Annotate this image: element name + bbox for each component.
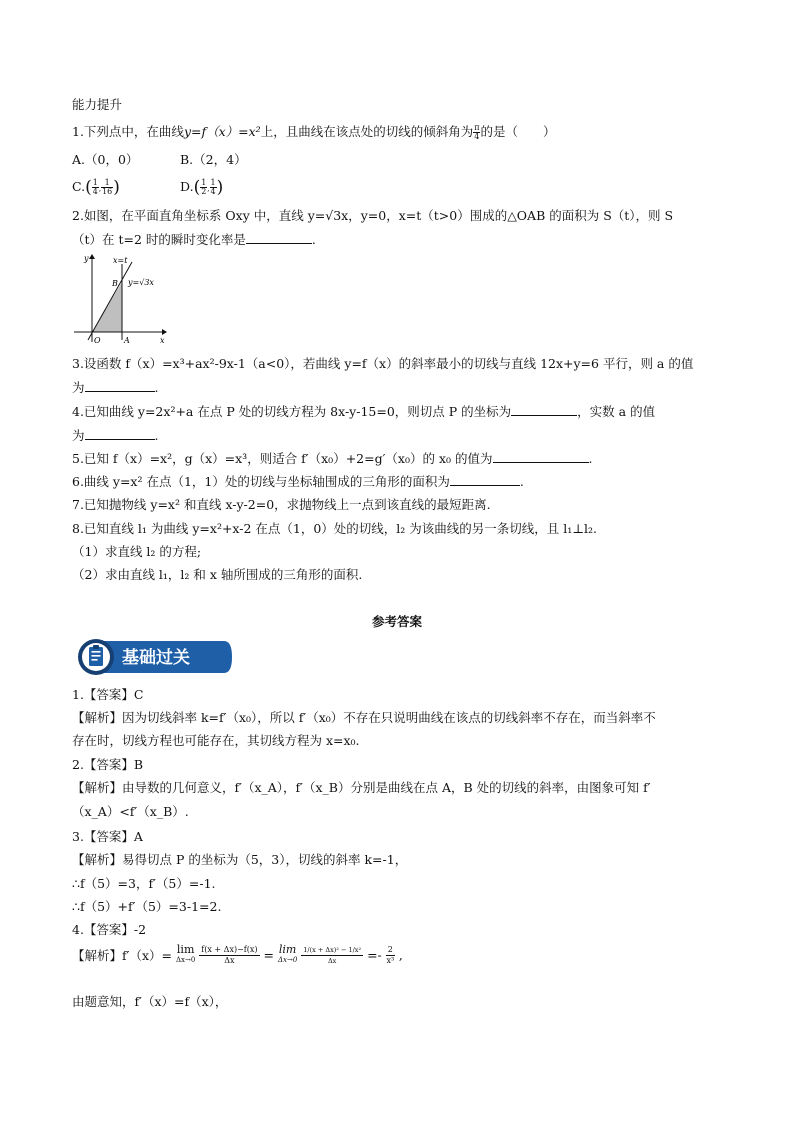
clipboard-icon <box>89 645 103 666</box>
answer-4-formula <box>72 944 403 984</box>
a4-end: , <box>398 947 403 963</box>
a4-equals-1: = <box>263 947 274 963</box>
q6-answer-blank[interactable] <box>450 473 520 486</box>
q1-option-d-label: D. <box>180 179 194 194</box>
answer-2-exp1: 【解析】由导数的几何意义，f′（x_A），f′（x_B）分别是曲线在点 A，B 处的切线的斜率，由图象可知 f′ <box>72 780 651 795</box>
answer-4-exp2: 由题意知，f′（x）=f（x）， <box>72 994 228 1009</box>
question-6 <box>72 473 524 491</box>
q1-option-c: C.( $\frac{1}{4}$ , $\frac{1}{16}$ ) <box>72 177 120 198</box>
answer-1: 1.【答案】C <box>72 687 144 702</box>
question-2-line2 <box>72 231 316 249</box>
answer-1-exp1: 【解析】因为切线斜率 k=f′（x₀），所以 f′（x₀）不存在只说明曲线在该点的切线斜率不存在，而当斜率不 <box>72 710 656 725</box>
q1-option-a: A.（0，0） <box>72 152 139 167</box>
question-8-sub1: （1）求直线 l₂ 的方程; <box>72 544 202 559</box>
answers-title: 参考答案 <box>371 614 422 629</box>
q5-answer-blank[interactable] <box>493 450 589 463</box>
a4-exp-label: 【解析】f′（x）= <box>72 948 172 963</box>
section-heading: 能力提升 <box>72 97 123 112</box>
question-8-stem: 8.已知直线 l₁ 为曲线 y=x²+x-2 在点（1，0）处的切线，l₂ 为该曲线的另一条切线，且 l₁⊥l₂. <box>72 521 598 536</box>
q2-line2-end: . <box>311 232 316 247</box>
question-5 <box>72 450 593 468</box>
question-1-options-row1 <box>72 151 247 169</box>
q2-line2-text: （t）在 t=2 时的瞬时变化率是 <box>72 232 246 247</box>
fig-y-label: y <box>84 254 89 263</box>
q2-answer-blank[interactable] <box>246 231 312 244</box>
answer-3-exp1: 【解析】易得切点 P 的坐标为（5，3），切线的斜率 k=-1， <box>72 852 408 867</box>
answer-3-exp2: ∴f（5）=3，f′（5）=-1. <box>72 876 216 891</box>
q1-option-d-frac1: $\frac{1}{2}$ <box>201 178 207 196</box>
q3-line2-end: . <box>154 380 159 395</box>
fig-xt-label: x=t <box>113 256 128 265</box>
q1-option-d: D.( $\frac{1}{2}$ , $\frac{1}{4}$ ) <box>180 177 224 198</box>
a4-limit-2: lim Δx→0 <box>277 943 298 964</box>
a4-fraction-3: $\frac{2}{\text{x³}}$ <box>386 944 395 965</box>
q3-answer-blank[interactable] <box>85 379 155 392</box>
y-axis-arrow <box>89 254 95 259</box>
q1-option-d-frac2: $\frac{1}{4}$ <box>210 178 216 196</box>
banner-label: 基础过关 <box>122 648 190 668</box>
q1-option-c-label: C. <box>72 179 86 194</box>
a4-limit-1: lim Δx→0 <box>175 943 196 964</box>
question-4-line2 <box>72 427 159 445</box>
question-7: 7.已知抛物线 y=x² 和直线 x-y-2=0，求抛物线上一点到该直线的最短距离. <box>72 497 491 512</box>
answer-3-exp3: ∴f（5）+f′（5）=3-1=2. <box>72 899 222 914</box>
q5-end: . <box>588 451 593 466</box>
answer-2: 2.【答案】B <box>72 757 144 772</box>
q1-stem-d: 的是（ ） <box>480 124 556 139</box>
q4-line2-text: 为 <box>72 428 85 443</box>
answer-1-exp2: 存在时，切线方程也可能存在，其切线方程为 x=x₀. <box>72 733 360 748</box>
q1-option-c-frac2: $\frac{1}{16}$ <box>102 178 113 196</box>
q1-option-b: B.（2，4） <box>180 152 247 167</box>
triangle-figure <box>70 252 170 346</box>
q4-line1-end: ，实数 a 的值 <box>577 404 656 419</box>
fig-A-label: A <box>124 336 130 345</box>
q6-end: . <box>519 474 524 489</box>
fig-O-label: O <box>94 336 101 345</box>
q4-a-blank[interactable] <box>85 427 155 440</box>
q4-line1-text: 4.已知曲线 y=2x²+a 在点 P 处的切线方程为 8x-y-15=0，则切点 P 的坐标为 <box>72 404 512 419</box>
q4-line2-end: . <box>154 428 159 443</box>
question-2-line1: 2.如图，在平面直角坐标系 Oxy 中，直线 y=√3x，y=0，x=t（t>0）围成的△OAB 的面积为 S（t），则 S <box>72 208 674 223</box>
angle-numerator: π <box>474 123 480 132</box>
q4-point-blank[interactable] <box>511 403 577 416</box>
question-4-line1 <box>72 403 655 421</box>
question-1-stem <box>72 123 555 141</box>
section-banner <box>76 637 234 677</box>
answer-3: 3.【答案】A <box>72 829 143 844</box>
q6-text: 6.曲线 y=x² 在点（1，1）处的切线与坐标轴围成的三角形的面积为 <box>72 474 450 489</box>
answer-2-exp2: （x_A）<f′（x_B）. <box>72 804 189 819</box>
fig-line-label: y=√3x <box>128 278 154 287</box>
x-axis-arrow <box>162 329 167 335</box>
a4-fraction-1: $\frac{f(x + \Delta x)-f(x)}{\Delta x}$ <box>201 944 258 965</box>
q1-stem-c: 上，且曲线在该点处的切线的倾斜角为 <box>260 124 474 139</box>
q1-option-c-frac1: $\frac{1}{4}$ <box>92 178 98 196</box>
q1-stem-b: y=f（x）=x² <box>183 124 261 139</box>
answer-4: 4.【答案】-2 <box>72 922 147 937</box>
question-3-line1: 3.设函数 f（x）=x³+ax²-9x-1（a<0），若曲线 y=f（x）的斜率最小的切线与直线 12x+y=6 平行，则 a 的值 <box>72 356 694 371</box>
angle-denominator: 4 <box>474 132 480 141</box>
fig-B-label: B <box>112 279 118 288</box>
a4-equals-2: =- <box>367 947 382 963</box>
q1-stem-a: 1.下列点中，在曲线 <box>72 124 184 139</box>
a4-fraction-2: $\frac{\text{1/(x + Δx)² − 1/x²}}{\Delta x}$ <box>303 945 362 965</box>
question-1-options-row2 <box>72 178 223 198</box>
fig-x-label: x <box>160 336 165 345</box>
question-8-sub2: （2）求由直线 l₁，l₂ 和 x 轴所围成的三角形的面积. <box>72 567 363 582</box>
question-3-line2 <box>72 379 159 397</box>
q3-line2-text: 为 <box>72 380 85 395</box>
q5-text: 5.已知 f（x）=x²，g（x）=x³，则适合 f′（x₀）+2=g′（x₀）的 x₀ 的值为 <box>72 451 493 466</box>
